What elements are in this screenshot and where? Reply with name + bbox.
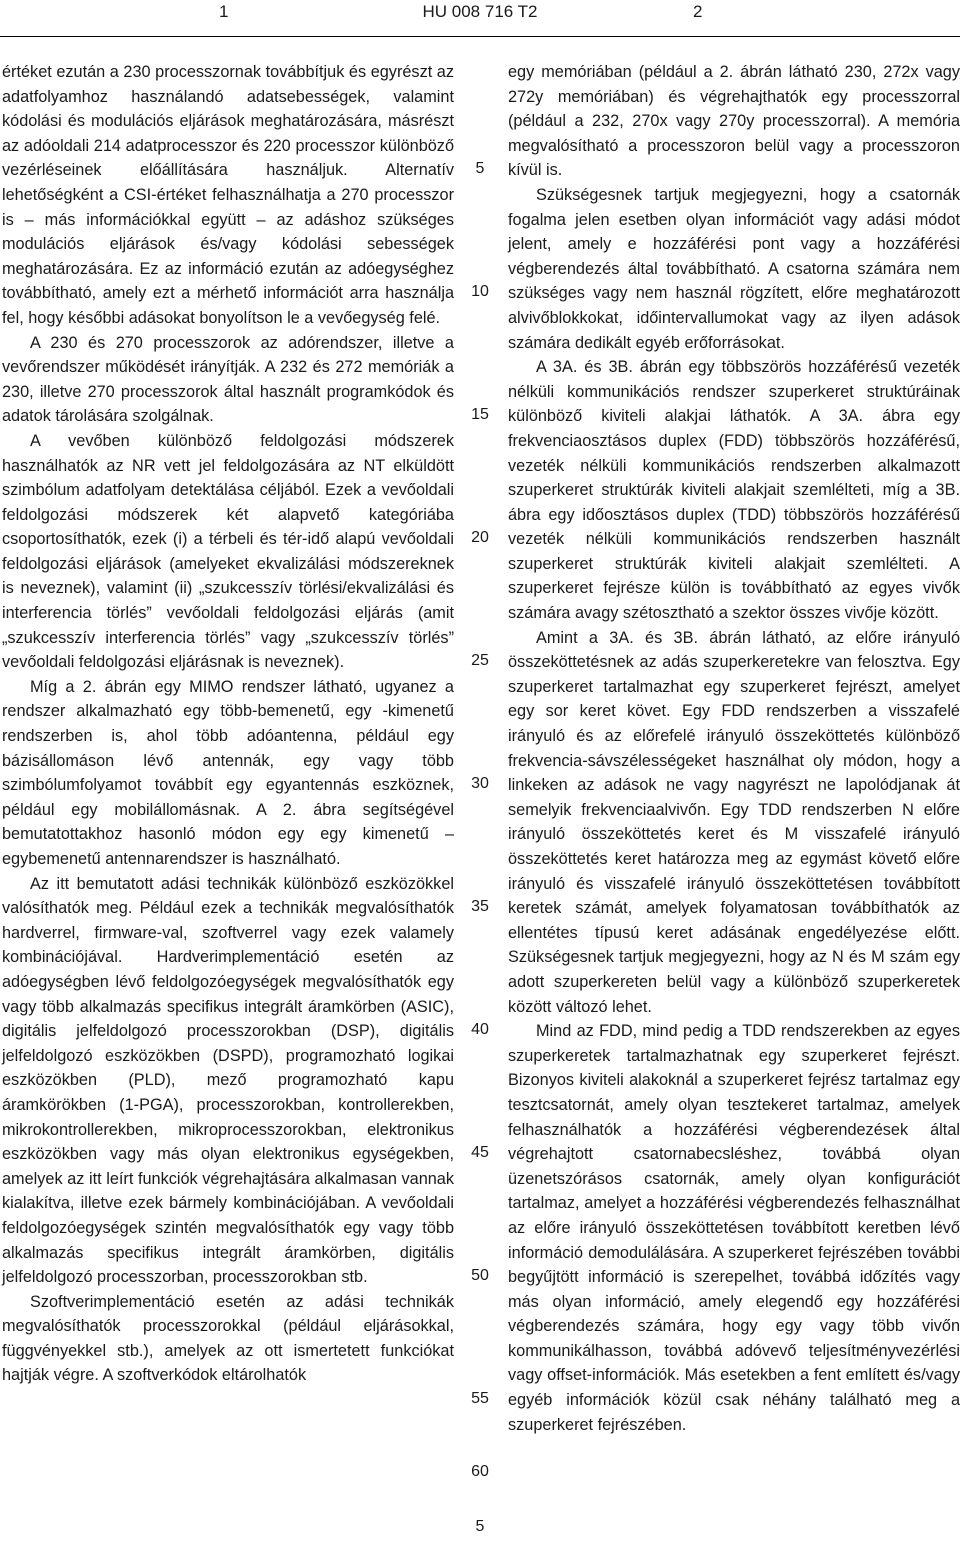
line-number: 60 [471, 1463, 489, 1480]
header-rule [0, 36, 960, 37]
paragraph: A 3A. és 3B. ábrán egy többszörös hozzáférésű vezeték nélküli kommunikációs rendszer szuperkeret struktúráinak különböző kiviteli alakjai láthatók. A 3A. ábra egy frekvenciaosztásos duplex (FDD) többszörös hozzáférésű, vezeték nélküli kommunikációs rendszerben alkalmazott szuperkeret struktúrák kiviteli alakjait szemlélteti, míg a 3B. ábra egy időosztásos duplex (TDD) többszörös hozzáférésű vezeték nélküli kommunikációs rendszerben használt szuperkeret struktúrák kiviteli alakjait szemlélteti. A szuperkeret fejrésze külön is továbbítható az egyes vivők számára avagy szétosztható a szektor összes vivője között. [508, 358, 960, 623]
line-number: 55 [471, 1390, 489, 1407]
left-page-number: 1 [219, 2, 229, 21]
page-header [0, 0, 960, 40]
right-page-number: 2 [693, 2, 703, 21]
line-number: 45 [471, 1144, 489, 1161]
paragraph: Amint a 3A. és 3B. ábrán látható, az előre irányuló összeköttetésnek az adás szuperkeretekre van felosztva. Egy szuperkeret tartalmazhat egy szuperkeret fejrészt, amelyet egy sor keret követ. Egy FDD rendszerben a visszafelé irányuló és az előrefelé irányuló összeköttetés különböző frekvencia-sávszélességeket használhat oly módon, hogy a linkeken az adások ne vagy nagyrészt ne lapolódjanak át semelyik frekvenciaalvivőn. Egy TDD rendszerben N előre irányuló összeköttetés keret és M visszafelé irányuló összeköttetés keret határozza meg az egymást követő előre irányuló és visszafelé irányuló összeköttetésen továbbított keretek számát, amelyek folyamatosan továbbíthatók az ellentétes típusú keret adásának engedélyezése előtt. Szükségesnek tartjuk megjegyezni, hogy az N és M szám egy adott szuperkereten belül vagy a különböző szuperkeretek között változó lehet. [508, 628, 960, 1016]
line-number: 20 [471, 529, 489, 546]
paragraph: Az itt bemutatott adási technikák különböző eszközökkel valósíthatók meg. Például ezek a technikák megvalósíthatók hardverrel, firmware-val, szoftverrel vagy ezek valamely kombinációjával. Hardverimplementáció esetén az adóegységben lévő feldolgozóegységek megvalósíthatók egy vagy több alkalmazás specifikus integrált áramkörben (ASIC), digitális jelfeldolgozó processzorokban (DSP), digitális jelfeldolgozó eszközökben (DSPD), programozható logikai eszközökben (PLD), mező programozható kapu áramkörökben (1-PGA), processzorokban, kontrollerekben, mikrokontrollerekben, mikroprocesszorokban, elektronikus eszközökben vagy más olyan elektronikus egységekben, amelyek az itt leírt funkciók végrehajtására alkalmasan vannak kialakítva, illetve ezek bármely kombinációjában. A vevőoldali feldolgozóegységek szintén megvalósíthatók egy vagy több alkalmazás specifikus integrált áramkörben, digitális jelfeldolgozó processzorban, processzorokban stb. [2, 874, 454, 1287]
document-number: HU 008 716 T2 [422, 2, 538, 21]
right-column [508, 60, 960, 1437]
paragraph: értéket ezután a 230 processzornak továbbítjuk és egyrészt az adatfolyamhoz használandó adatsebességek, valamint kódolási és modulációs eljárások meghatározására, másrészt az adóoldali 214 adatprocesszor és 220 processzor különböző vezérléseinek előállítására használjuk. Alternatív lehetőségként a CSI-értéket felhasználhatja a 270 processzor is – más információkkal együtt – az adáshoz szükséges modulációs eljárások és/vagy kódolási sebességek meghatározására. Ez az információ ezután az adóegységhez továbbítható, amely ezt a mérhető információt arra használja fel, hogy későbbi adásokat bonyolítson le a vevőegység felé. [2, 63, 454, 327]
paragraph: Míg a 2. ábrán egy MIMO rendszer látható, ugyanez a rendszer alkalmazható egy több-bemenetű, egy -kimenetű rendszerben is, ahol több adóantenna, például egy bázisállomáson lévő antennák, egy vagy több szimbólumfolyamot továbbít egy egyantennás eszköznek, például egy mobilállomásnak. A 2. ábra segítségével bemutatottakhoz hasonló módon egy egy kimenetű – egybemenetű antennarendszer is használható. [2, 677, 454, 868]
paragraph: Mind az FDD, mind pedig a TDD rendszerekben az egyes szuperkeretek tartalmazhatnak egy szuperkeret fejrészt. Bizonyos kiviteli alakoknál a szuperkeret fejrész tartalmaz egy tesztcsatornát, amely olyan tesztekeret tartalmaz, amelyek felhasználhatók a hozzáférési végberendezések által végrehajtott csatornabecsléshez, továbbá olyan üzenetszórásos csatornák, amely olyan konfigurációt tartalmaz, amelyet a hozzáférési végberendezés felhasználhat az előre irányuló összeköttetésen továbbított keretben lévő információ demodulálására. A szuperkeret fejrészében további begyűjtött információ is szerepelhet, továbbá időzítés vagy más olyan információ, amely elegendő egy hozzáférési végberendezés számára, hogy egy vagy több vivőn kommunikálhasson, továbbá adóvevő teljesítményvezérlési vagy offset-információk. Más esetekben a fent említett és/vagy egyéb információk közül csak néhány található meg a szuperkeret fejrészében. [508, 1022, 960, 1434]
paragraph: A vevőben különböző feldolgozási módszerek használhatók az NR vett jel feldolgozására az NT elküldött szimbólum adatfolyam detektálása céljából. Ezek a vevőoldali feldolgozási módszerek két alapvető kategóriába csoportosíthatók, ezek (i) a térbeli és tér-idő alapú vevőoldali feldolgozási eljárások (amelyeket ekvalizálási módszereknek is neveznek), valamint (ii) „szukcesszív törlési/ekvalizálási és interferencia törlés” vevőoldali feldolgozási eljárás (amit „szukcesszív interferencia törlés” vagy „szukcesszív törlés” vevőoldali feldolgozási eljárásnak is neveznek). [2, 431, 454, 672]
line-number: 15 [471, 406, 489, 423]
page-footer-number: 5 [475, 1518, 485, 1535]
line-number: 10 [471, 283, 489, 300]
paragraph: Szükségesnek tartjuk megjegyezni, hogy a csatornák fogalma jelen esetben olyan információt vagy adási módot jelent, amely e hozzáférési pont vagy a hozzáférési végberendezés által továbbítható. A csatorna számára nem szükséges vagy nem használ rögzített, előre meghatározott alvivőblokkokat, időintervallumokat vagy az ilyen adások számára dedikált egyéb erőforrásokat. [508, 185, 960, 352]
paragraph: A 230 és 270 processzorok az adórendszer, illetve a vevőrendszer működését irányítják. A 232 és 272 memóriák a 230, illetve 270 processzorok által használt programkódok és adatok tárolására szolgálnak. [2, 333, 454, 426]
line-number: 5 [475, 160, 485, 177]
left-column [2, 60, 454, 1388]
line-number: 40 [471, 1021, 489, 1038]
line-number: 30 [471, 775, 489, 792]
line-number: 25 [471, 652, 489, 669]
paragraph: Szoftverimplementáció esetén az adási technikák megvalósíthatók processzorokkal (például eljárásokkal, függvényekkel stb.), amelyek az ott ismertetett funkciókat hajtják végre. A szoftverkódok eltárolhatók [2, 1292, 454, 1385]
line-number: 50 [471, 1267, 489, 1284]
paragraph: egy memóriában (például a 2. ábrán látható 230, 272x vagy 272y memóriában) és végrehajthatók egy processzorral (például a 232, 270x vagy 270y processzorral). A memória megvalósítható a processzoron belül vagy a processzoron kívül is. [508, 63, 960, 180]
line-number: 35 [471, 898, 489, 915]
